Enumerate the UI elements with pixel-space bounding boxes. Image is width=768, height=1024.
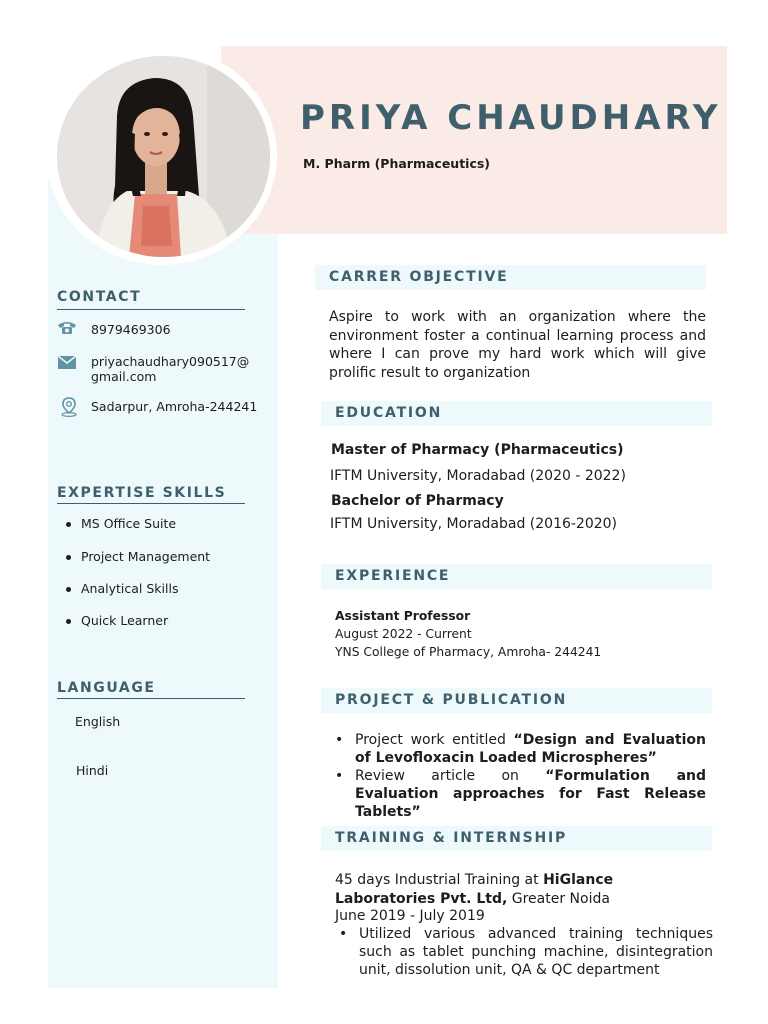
phone-icon	[57, 320, 77, 340]
education-section-header	[321, 401, 712, 426]
skill-label: Project Management	[81, 549, 211, 564]
profile-photo	[57, 56, 270, 257]
education-title: EDUCATION	[335, 405, 443, 421]
education-degree: Bachelor of Pharmacy	[331, 493, 504, 509]
skill-item	[66, 581, 178, 596]
project-title: “Design and Evaluation of Levofloxacin Loaded Microspheres”	[355, 732, 707, 766]
language-item: English	[75, 714, 121, 729]
language-heading: LANGUAGE	[57, 680, 156, 696]
objective-title: CARRER OBJECTIVE	[329, 269, 509, 285]
training-company: HiGlance Laboratories Pvt. Ltd,	[335, 872, 614, 907]
experience-place: YNS College of Pharmacy, Amroha- 244241	[335, 645, 602, 659]
objective-section-header	[315, 265, 706, 290]
project-prefix: Project work entitled	[355, 732, 514, 748]
contact-phone: 8979469306	[91, 322, 171, 337]
training-description	[335, 871, 713, 908]
project-prefix: Review article on	[355, 768, 546, 784]
skill-label: Analytical Skills	[81, 581, 179, 596]
project-title: “Formulation and Evaluation approaches for Fast Release Tablets”	[355, 768, 706, 820]
projects-section-header	[321, 688, 712, 713]
projects-list	[335, 731, 706, 821]
skills-divider	[57, 503, 245, 504]
objective-text: Aspire to work with an organization where the environment foster a continual learning process and where I can prove my hard work which will give prolific result to organization	[329, 309, 706, 381]
skill-item	[66, 613, 168, 628]
contact-divider	[57, 309, 245, 310]
candidate-degree: M. Pharm (Pharmaceutics)	[303, 156, 491, 171]
training-title: TRAINING & INTERNSHIP	[335, 830, 568, 846]
candidate-name: PRIYA CHAUDHARY	[300, 98, 722, 138]
contact-email-line2: gmail.com	[91, 369, 157, 384]
contact-address: Sadarpur, Amroha-244241	[91, 399, 258, 414]
training-section-header	[321, 826, 712, 851]
skill-label: Quick Learner	[81, 613, 169, 628]
project-item	[335, 731, 706, 767]
experience-section-header	[321, 564, 712, 589]
header-band	[221, 46, 727, 234]
projects-title: PROJECT & PUBLICATION	[335, 692, 568, 708]
training-prefix: 45 days Industrial Training at	[335, 872, 544, 888]
training-period: June 2019 - July 2019	[335, 908, 485, 924]
education-degree: Master of Pharmacy (Pharmaceutics)	[331, 442, 624, 458]
education-institute: IFTM University, Moradabad (2016-2020)	[330, 516, 618, 532]
experience-role: Assistant Professor	[335, 609, 471, 623]
skill-label: MS Office Suite	[81, 516, 177, 531]
skills-heading: EXPERTISE SKILLS	[57, 485, 227, 501]
training-bullet: • Utilized various advanced training techniques such as tablet punching machine, disintegration unit, dissolution unit, QA & QC department	[339, 925, 713, 979]
experience-period: August 2022 - Current	[335, 627, 472, 641]
skill-item	[66, 549, 210, 564]
location-pin-icon	[60, 397, 78, 421]
contact-email-line1: priyachaudhary090517@	[91, 354, 250, 369]
education-institute: IFTM University, Moradabad (2020 - 2022)	[330, 468, 626, 484]
project-item	[335, 767, 706, 821]
training-location: Greater Noida	[507, 890, 610, 907]
skill-item	[66, 516, 176, 531]
contact-heading: CONTACT	[57, 289, 142, 305]
language-item: Hindi	[76, 763, 109, 778]
mail-icon	[58, 354, 76, 373]
training-list	[339, 925, 713, 979]
language-divider	[57, 698, 245, 699]
experience-title: EXPERIENCE	[335, 568, 451, 584]
